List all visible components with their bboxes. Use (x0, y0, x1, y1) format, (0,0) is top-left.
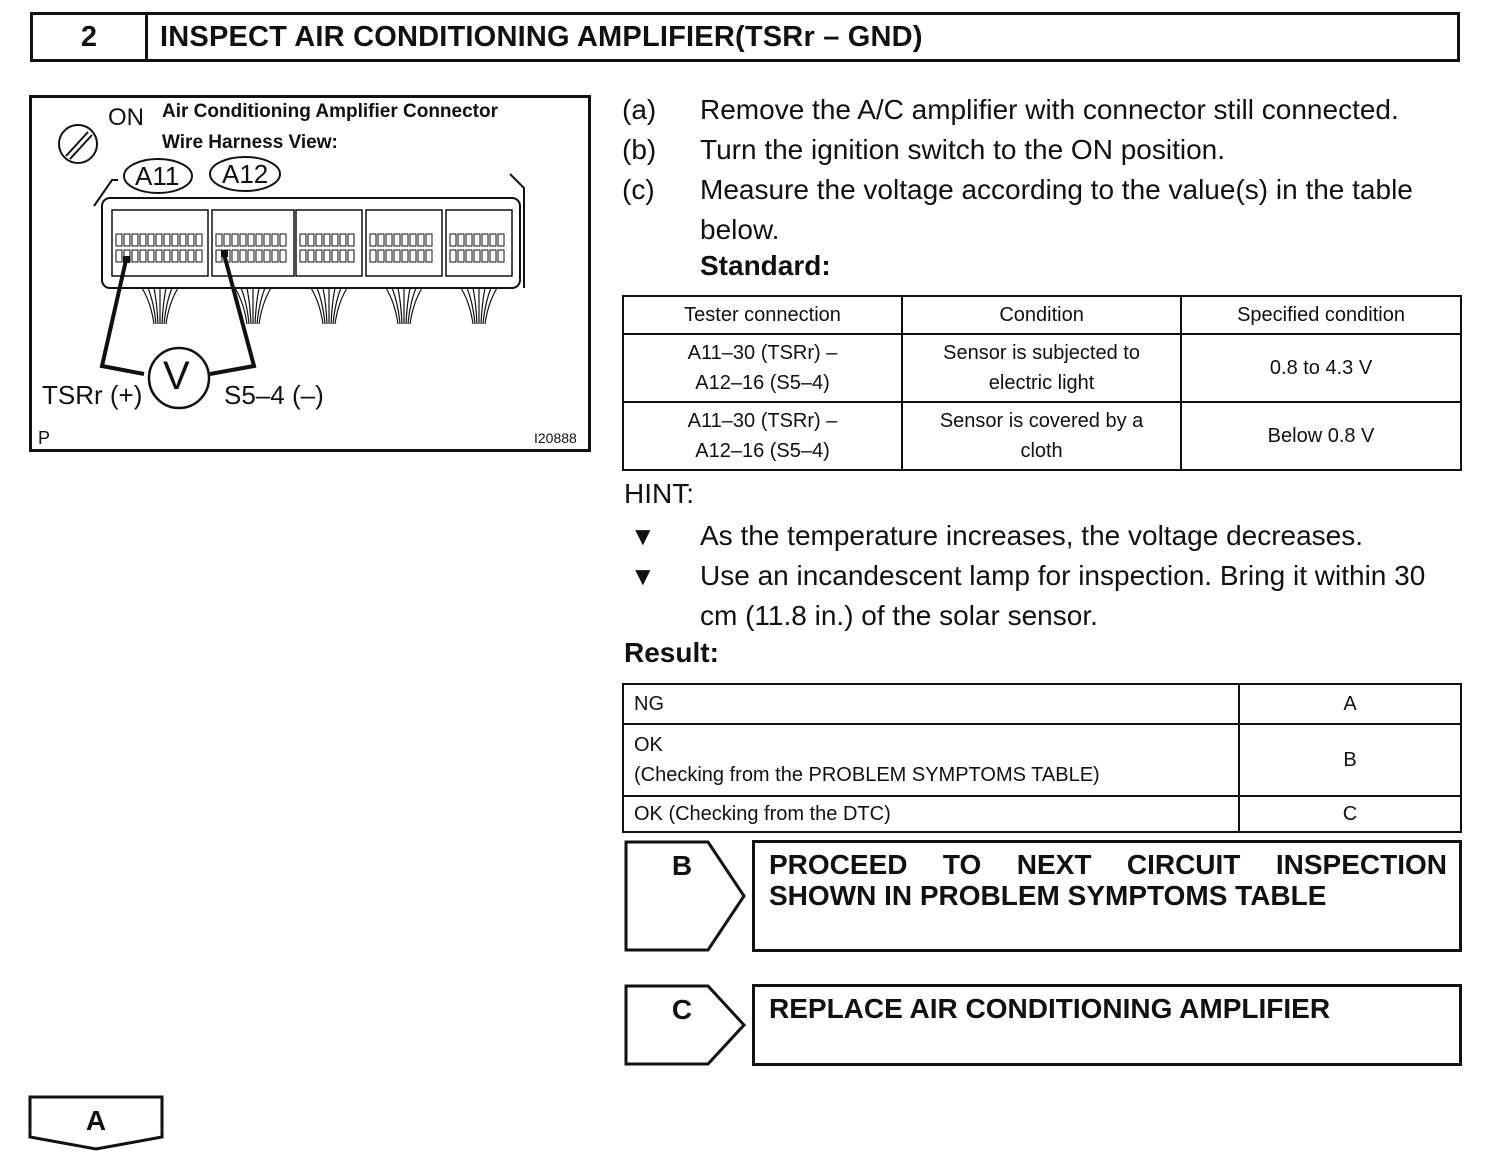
tester-connection-cell (623, 402, 902, 470)
connector-pin (300, 234, 306, 246)
connector-pin (458, 234, 464, 246)
wire (410, 288, 422, 324)
wire (259, 288, 271, 324)
connector-pin (272, 250, 278, 262)
connector-pin (316, 250, 322, 262)
connector-pin (498, 250, 504, 262)
connector-pin (402, 234, 408, 246)
connector-pin (196, 250, 202, 262)
connector-pin (116, 234, 122, 246)
connector-pin (458, 250, 464, 262)
action-code: B (671, 850, 693, 881)
wire (142, 288, 154, 324)
connector-pin (132, 250, 138, 262)
connector-pin (340, 234, 346, 246)
hint-item (630, 556, 1470, 636)
voltmeter-label: V (163, 354, 190, 398)
triangle-bullet-icon: ▼ (630, 521, 656, 551)
connector-pin (348, 250, 354, 262)
connector-pin (394, 234, 400, 246)
result-condition-cell (623, 724, 1239, 796)
connector-pin (402, 250, 408, 262)
connector-pin (370, 250, 376, 262)
ignition-on-label: ON (108, 104, 144, 131)
table-row (623, 402, 1461, 470)
action-code: C (671, 994, 693, 1025)
step-letter: (b) (622, 134, 657, 165)
connector-pin (264, 234, 270, 246)
cell-line: Sensor is subjected to (943, 342, 1140, 364)
connector-pin (124, 234, 130, 246)
connector-pin (340, 250, 346, 262)
connector-pin (308, 234, 314, 246)
table-row (623, 684, 1461, 724)
pin-block (366, 210, 442, 276)
procedure-step (622, 90, 1472, 130)
connector-pin (280, 250, 286, 262)
next-step-tag (28, 1095, 166, 1151)
connector-pin (132, 234, 138, 246)
connector-pin (148, 234, 154, 246)
connector-pin (256, 250, 262, 262)
connector-pin (410, 234, 416, 246)
connector-pin (426, 250, 432, 262)
procedure-step (622, 170, 1464, 250)
connector-pin (240, 234, 246, 246)
connector-pin (450, 234, 456, 246)
connector-pin (224, 234, 230, 246)
action-text: REPLACE AIR CONDITIONING AMPLIFIER (752, 984, 1462, 1066)
cell-line: A12–16 (S5–4) (695, 372, 830, 394)
connector-pin (280, 234, 286, 246)
result-code-cell: B (1239, 724, 1461, 796)
hint-item (630, 516, 1470, 556)
connector-pin (216, 234, 222, 246)
connector-pin (140, 234, 146, 246)
standard-label: Standard: (700, 250, 831, 281)
connector-pin (172, 234, 178, 246)
connector-pin (140, 250, 146, 262)
standard-table (622, 295, 1462, 471)
connector-pin (490, 234, 496, 246)
connector-pin (490, 250, 496, 262)
step-letter: (c) (622, 174, 655, 205)
connector-pin (248, 234, 254, 246)
connector-pin (324, 250, 330, 262)
wire (461, 288, 473, 324)
connector-pin (164, 250, 170, 262)
connector-pin (370, 234, 376, 246)
connector-pin (466, 234, 472, 246)
wire (311, 288, 323, 324)
cell-line: (Checking from the PROBLEM SYMPTOMS TABLE) (634, 764, 1100, 786)
wire (386, 288, 398, 324)
table-row (623, 724, 1461, 796)
hint-text: Use an incandescent lamp for inspection. Bring it within 30 cm (11.8 in.) of the solar sensor. (700, 560, 1426, 631)
result-condition-cell: NG (623, 684, 1239, 724)
connector-pin (156, 234, 162, 246)
connector-pin (324, 234, 330, 246)
connector-pin (474, 250, 480, 262)
connector-a12-label: A12 (222, 159, 269, 189)
connector-pin (148, 250, 154, 262)
connector-pin (474, 234, 480, 246)
connector-pin (386, 250, 392, 262)
connector-housing (102, 198, 520, 288)
column-header: Tester connection (623, 296, 902, 334)
connector-pin (426, 234, 432, 246)
connector-pin (180, 234, 186, 246)
connector-illustration (29, 95, 591, 452)
figure-caption-line2: Wire Harness View: (162, 132, 338, 153)
connector-pin (188, 250, 194, 262)
triangle-bullet-icon: ▼ (630, 561, 656, 591)
connector-pin (308, 250, 314, 262)
result-table (622, 683, 1462, 833)
step-text: Turn the ignition switch to the ON position. (700, 134, 1225, 165)
connector-pin (498, 234, 504, 246)
connector-pin (332, 234, 338, 246)
specified-condition-cell: Below 0.8 V (1181, 402, 1461, 470)
result-code-cell: C (1239, 796, 1461, 832)
connector-pin-blocks (112, 210, 512, 276)
connector-pin (272, 234, 278, 246)
figure-corner-letter: P (38, 428, 51, 448)
connector-pin (232, 234, 238, 246)
table-row (623, 334, 1461, 402)
connector-pin (240, 250, 246, 262)
table-row (623, 796, 1461, 832)
connector-pin (332, 250, 338, 262)
probe-negative-label: S5–4 (–) (224, 380, 324, 410)
condition-cell (902, 334, 1181, 402)
hint-list (630, 516, 1470, 636)
connector-pin (248, 250, 254, 262)
connector-pin (348, 234, 354, 246)
connector-a11-label: A11 (135, 161, 180, 191)
table-header-row (623, 296, 1461, 334)
procedure-steps (622, 90, 1472, 250)
connector-pin (316, 234, 322, 246)
wire (166, 288, 178, 324)
cell-line: Sensor is covered by a (939, 410, 1144, 432)
connector-pin (394, 250, 400, 262)
connector-pin (116, 250, 122, 262)
cell-line: A12–16 (S5–4) (695, 440, 830, 462)
specified-condition-cell: 0.8 to 4.3 V (1181, 334, 1461, 402)
action-text: PROCEED TO NEXT CIRCUIT INSPECTION SHOWN IN PROBLEM SYMPTOMS TABLE (752, 840, 1462, 952)
connector-pin (180, 250, 186, 262)
figure-caption-line1: Air Conditioning Amplifier Connector (162, 101, 498, 122)
connector-pin (156, 250, 162, 262)
hint-label: HINT: (624, 478, 694, 509)
step-text: Measure the voltage according to the value(s) in the table below. (700, 174, 1413, 245)
connector-pin (300, 250, 306, 262)
connector-pin (196, 234, 202, 246)
connector-pin (264, 250, 270, 262)
result-label: Result: (624, 637, 719, 668)
connector-pin (188, 234, 194, 246)
procedure-step (622, 130, 1472, 170)
connector-pin (482, 234, 488, 246)
probe-lead-positive (102, 260, 144, 374)
step-header (30, 12, 1460, 62)
tester-connection-cell (623, 334, 902, 402)
action-b (622, 840, 1464, 952)
connector-pin (418, 234, 424, 246)
wire-bundles (142, 288, 497, 324)
connector-pin (466, 250, 472, 262)
connector-pin (450, 250, 456, 262)
connector-pin (418, 250, 424, 262)
connector-pin (256, 234, 262, 246)
cell-line: electric light (988, 372, 1095, 394)
connector-pin (482, 250, 488, 262)
result-condition-cell: OK (Checking from the DTC) (623, 796, 1239, 832)
step-number: 2 (33, 15, 148, 59)
probe-positive-label: TSRr (+) (42, 380, 143, 410)
step-text: Remove the A/C amplifier with connector still connected. (700, 94, 1399, 125)
column-header: Specified condition (1181, 296, 1461, 334)
wire (485, 288, 497, 324)
cell-line: OK (634, 734, 663, 756)
connector-pin (164, 234, 170, 246)
hint-text: As the temperature increases, the voltage decreases. (700, 520, 1364, 551)
connector-pin (410, 250, 416, 262)
next-step-code: A (85, 1105, 107, 1136)
connector-pin (172, 250, 178, 262)
step-letter: (a) (622, 94, 657, 125)
step-title: INSPECT AIR CONDITIONING AMPLIFIER(TSRr – GND) (160, 20, 923, 53)
figure-code: I20888 (534, 430, 577, 446)
action-c (622, 984, 1464, 1066)
column-header: Condition (902, 296, 1181, 334)
cell-line: cloth (1020, 440, 1063, 462)
connector-pin (378, 234, 384, 246)
wire (335, 288, 347, 324)
connector-pin (232, 250, 238, 262)
cell-line: A11–30 (TSRr) – (687, 410, 838, 432)
result-code-cell: A (1239, 684, 1461, 724)
connector-pin (378, 250, 384, 262)
cell-line: A11–30 (TSRr) – (687, 342, 838, 364)
condition-cell (902, 402, 1181, 470)
connector-pin (386, 234, 392, 246)
